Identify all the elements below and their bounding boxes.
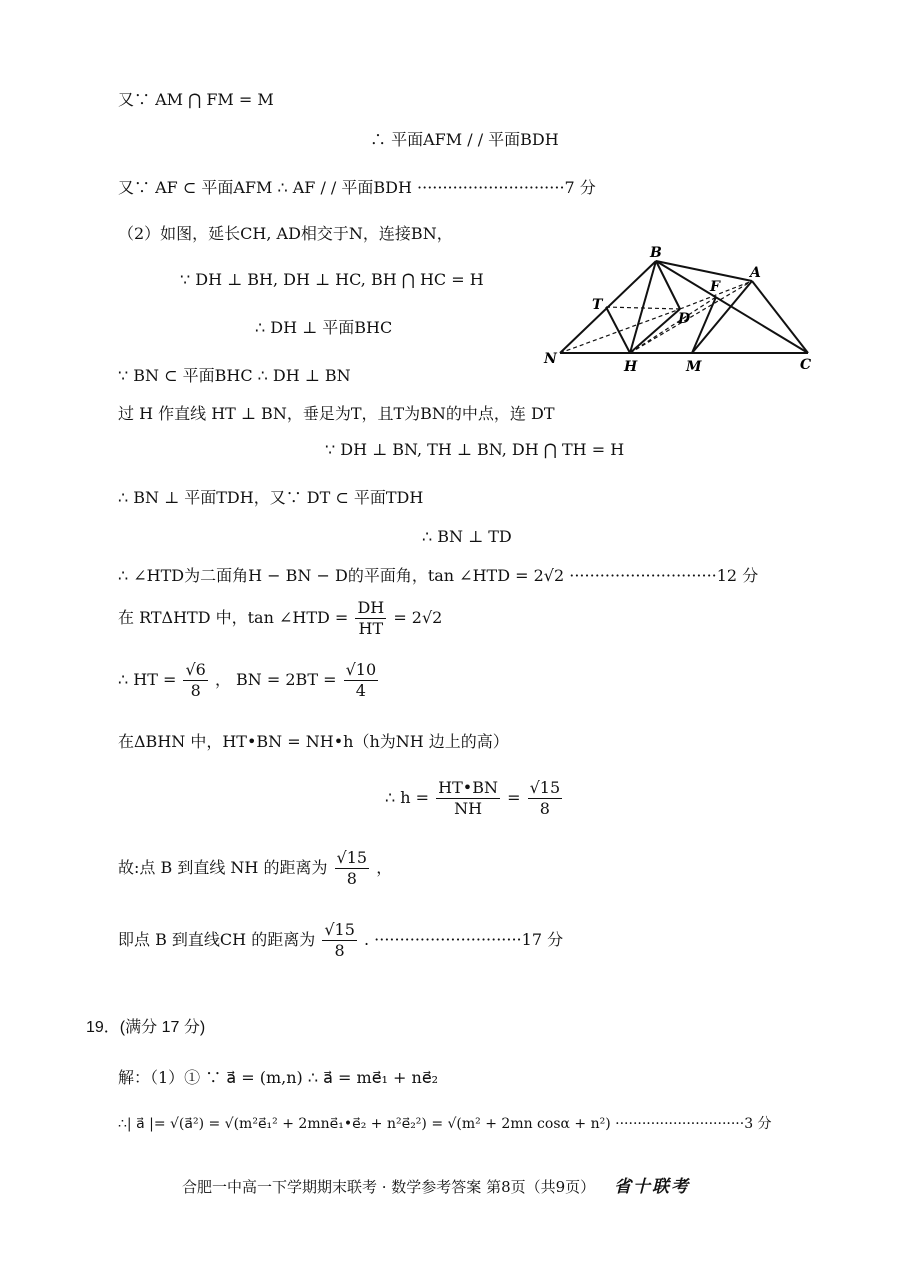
line-1: 又∵ AM ⋂ FM = M [118,90,274,109]
fraction-denominator: 8 [539,799,550,818]
fraction-bn [344,660,379,701]
line-13-prefix: 在 RTΔHTD 中，tan ∠HTD = [118,608,349,627]
line-5: ∵ DH ⊥ BH, DH ⊥ HC, BH ⋂ HC = H [180,270,484,289]
line-16 [385,778,564,819]
page-footer [182,1172,690,1197]
fraction-denominator: 8 [190,681,201,700]
label-f: F [710,279,720,295]
label-t: T [592,297,603,313]
fraction-denominator: 8 [334,941,345,960]
line-10: ∴ BN ⊥ 平面TDH，又∵ DT ⊂ 平面TDH [118,488,424,507]
fraction-numerator: HT•BN [438,778,498,797]
line-11: ∴ BN ⊥ TD [422,527,512,546]
fraction-ht [183,660,207,701]
edge-hd [630,309,680,353]
edge-am [692,281,752,353]
fraction-numerator: √15 [336,848,368,867]
line-7: ∵ BN ⊂ 平面BHC ∴ DH ⊥ BN [118,366,351,385]
line-4: （2）如图，延长CH, AD相交于N，连接BN， [118,224,453,243]
line-14 [118,660,380,701]
label-d: D [678,311,691,327]
fraction-numerator: √15 [529,778,561,797]
line-6: ∴ DH ⊥ 平面BHC [255,318,393,337]
dashed-nd [560,309,680,353]
line-17-suffix: ， [376,858,393,877]
fraction-numerator: √6 [185,660,206,679]
fraction-denominator: NH [454,799,483,818]
fraction-h [436,778,500,819]
fraction-numerator: DH [357,598,385,617]
line-17-prefix: 故:点 B 到直线 NH 的距离为 [118,858,328,877]
line-14-middle: ， BN = 2BT = [214,670,337,689]
fraction-denominator: HT [358,619,384,638]
line-2: ∴ 平面AFM / / 平面BDH [370,130,559,149]
label-a: A [750,265,761,281]
fraction-h-value [528,778,563,819]
edge-th [606,307,630,353]
edge-ac [752,281,808,353]
label-c: C [800,357,812,373]
line-3: 又∵ AF ⊂ 平面AFM ∴ AF / / 平面BDH ·····························7 分 [118,178,596,197]
line-18-prefix: 即点 B 到直线CH 的距离为 [118,930,316,949]
label-n: N [544,351,557,367]
label-h: H [624,359,638,375]
fraction-numerator: √10 [345,660,377,679]
line-13-suffix: = 2√2 [393,608,443,627]
footer-text: 合肥一中高一下学期期末联考 · 数学参考答案 第8页（共9页） [182,1178,596,1196]
line-12: ∴ ∠HTD为二面角H − BN − D的平面角，tan ∠HTD = 2√2 ·····························12 分 [118,566,759,585]
line-18 [118,920,563,961]
line-9: ∵ DH ⊥ BN, TH ⊥ BN, DH ⋂ TH = H [325,440,625,459]
fraction-numerator: √15 [324,920,355,939]
fraction-denominator: 4 [355,681,366,700]
question-19-heading: 19．(满分 17 分) [86,1019,206,1036]
label-b: B [650,245,662,261]
exam-seal: 省十联考 [613,1177,690,1197]
line-16-prefix: ∴ h = [385,788,430,807]
line-17 [118,848,392,889]
line-21: ∴| a⃗ |= √(a⃗²) = √(m²e⃗₁² + 2mne⃗₁•e⃗₂ + n²e⃗₂²) = √(m² + 2mn cosα + n²) ·····························3 分 [118,1116,772,1132]
fraction-dh-over-ht [355,598,386,639]
fraction-distance-nh [335,848,370,889]
geometry-figure [538,245,818,375]
line-15: 在ΔBHN 中，HT•BN = NH•h（h为NH 边上的高） [118,732,509,751]
line-20: 解：（1）① ∵ a⃗ = (m,n) ∴ a⃗ = me⃗₁ + ne⃗₂ [118,1068,439,1087]
label-m: M [686,359,702,375]
fraction-distance-ch [322,920,357,961]
line-8: 过 H 作直线 HT ⊥ BN，垂足为T，且T为BN的中点，连 DT [118,404,555,423]
line-14-prefix: ∴ HT = [118,670,177,689]
line-16-equals: = [507,788,521,807]
fraction-denominator: 8 [346,869,357,888]
edge-ba [656,261,752,281]
line-18-suffix: . ·····························17 分 [363,930,564,949]
line-13 [118,598,442,639]
